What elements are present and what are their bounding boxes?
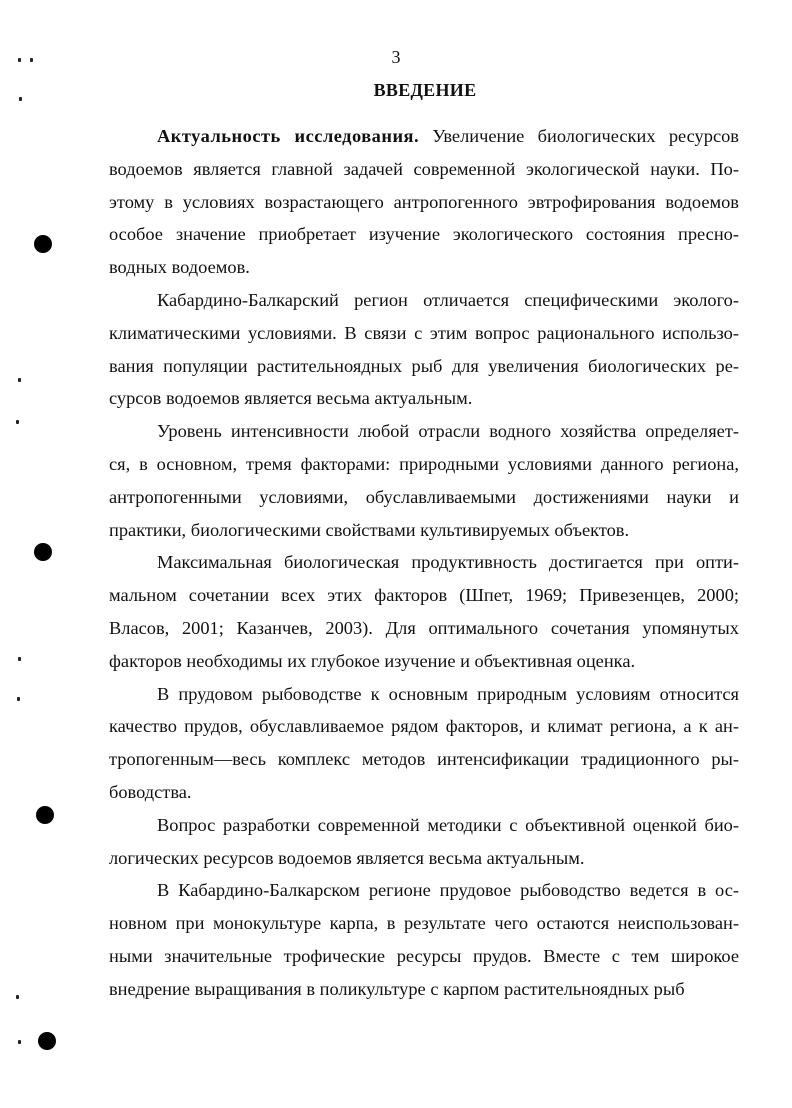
scan-speck (18, 378, 21, 382)
punch-hole-4 (38, 1032, 56, 1050)
scan-speck (16, 420, 19, 424)
paragraph-methodology (109, 809, 739, 875)
text-line: новном при монокультуре карпа, в результате чего остаются неиспользован- (109, 913, 739, 934)
text-line: климатическими условиями. В связи с этим вопрос рационального использо- (109, 322, 739, 343)
text-line: вания популяции растительноядных рыб для увеличения биологических ре- (109, 355, 739, 376)
text-line: ными значительные трофические ресурсы прудов. Вместе с тем широкое (109, 945, 739, 966)
text-line: тропогенным—весь комплекс методов интенсификации традиционного ры- (109, 749, 739, 770)
paragraph-pond-fishery (109, 678, 739, 809)
text-line: ся, в основном, тремя факторами: природными условиями данного региона, (109, 453, 739, 474)
punch-hole-2 (34, 543, 52, 561)
scan-speck (18, 657, 21, 661)
paragraph-productivity (109, 546, 739, 677)
scan-speck (18, 1040, 21, 1044)
text-line: В прудовом рыбоводстве к основным природным условиям относится (157, 683, 739, 704)
text-line: качество прудов, обуславливаемое рядом факторов, и климат региона, а к ан- (109, 716, 739, 737)
text-line: Уровень интенсивности любой отрасли водного хозяйства определяет- (157, 421, 739, 442)
text-line: водных водоемов. (109, 257, 250, 278)
text-line: Вопрос разработки современной методики с объективной оценкой био- (157, 814, 739, 835)
paragraph-region (109, 284, 739, 415)
text-line: Актуальность исследования. Увеличение биологических ресурсов (157, 126, 739, 146)
text-line: боводства. (109, 781, 192, 802)
text-line: логических ресурсов водоемов является весьма актуальным. (109, 847, 585, 868)
text-line: В Кабардино-Балкарском регионе прудовое рыбоводство ведется в ос- (157, 880, 739, 901)
paragraph-monoculture (109, 874, 739, 1005)
text-line: Максимальная биологическая продуктивность достигается при опти- (157, 552, 739, 573)
page-number: 3 (391, 47, 401, 67)
relevance-lead: Актуальность исследования. (157, 126, 420, 146)
text-line: антропогенными условиями, обуславливаемыми достижениями науки и (109, 486, 739, 507)
punch-hole-3 (36, 806, 54, 824)
text-line: Власов, 2001; Казанчев, 2003). Для оптимального сочетания упомянутых (109, 617, 739, 638)
text-line: внедрение выращивания в поликультуре с карпом растительноядных рыб (109, 978, 685, 999)
scan-speck (17, 697, 20, 701)
scan-speck (16, 995, 19, 999)
text-line: мальном сочетании всех этих факторов (Шпет, 1969; Привезенцев, 2000; (109, 585, 739, 606)
text-line: особое значение приобретает изучение экологического состояния пресно- (109, 224, 739, 245)
punch-hole-1 (34, 235, 52, 253)
body-text (109, 120, 739, 1006)
paragraph-relevance (109, 120, 739, 284)
section-heading: ВВЕДЕНИЕ (373, 80, 477, 100)
text-line: практики, биологическими свойствами культивируемых объектов. (109, 519, 630, 540)
text-line: этому в условиях возрастающего антропогенного эвтрофирования водоемов (109, 191, 739, 212)
paragraph-factors (109, 415, 739, 546)
text-line: Кабардино-Балкарский регион отличается специфическими эколого- (157, 289, 739, 310)
text-line: водоемов является главной задачей современной экологической науки. По- (109, 158, 739, 179)
text-line: сурсов водоемов является весьма актуальным. (109, 388, 473, 409)
text-line: факторов необходимы их глубокое изучение и объективная оценка. (109, 650, 636, 671)
